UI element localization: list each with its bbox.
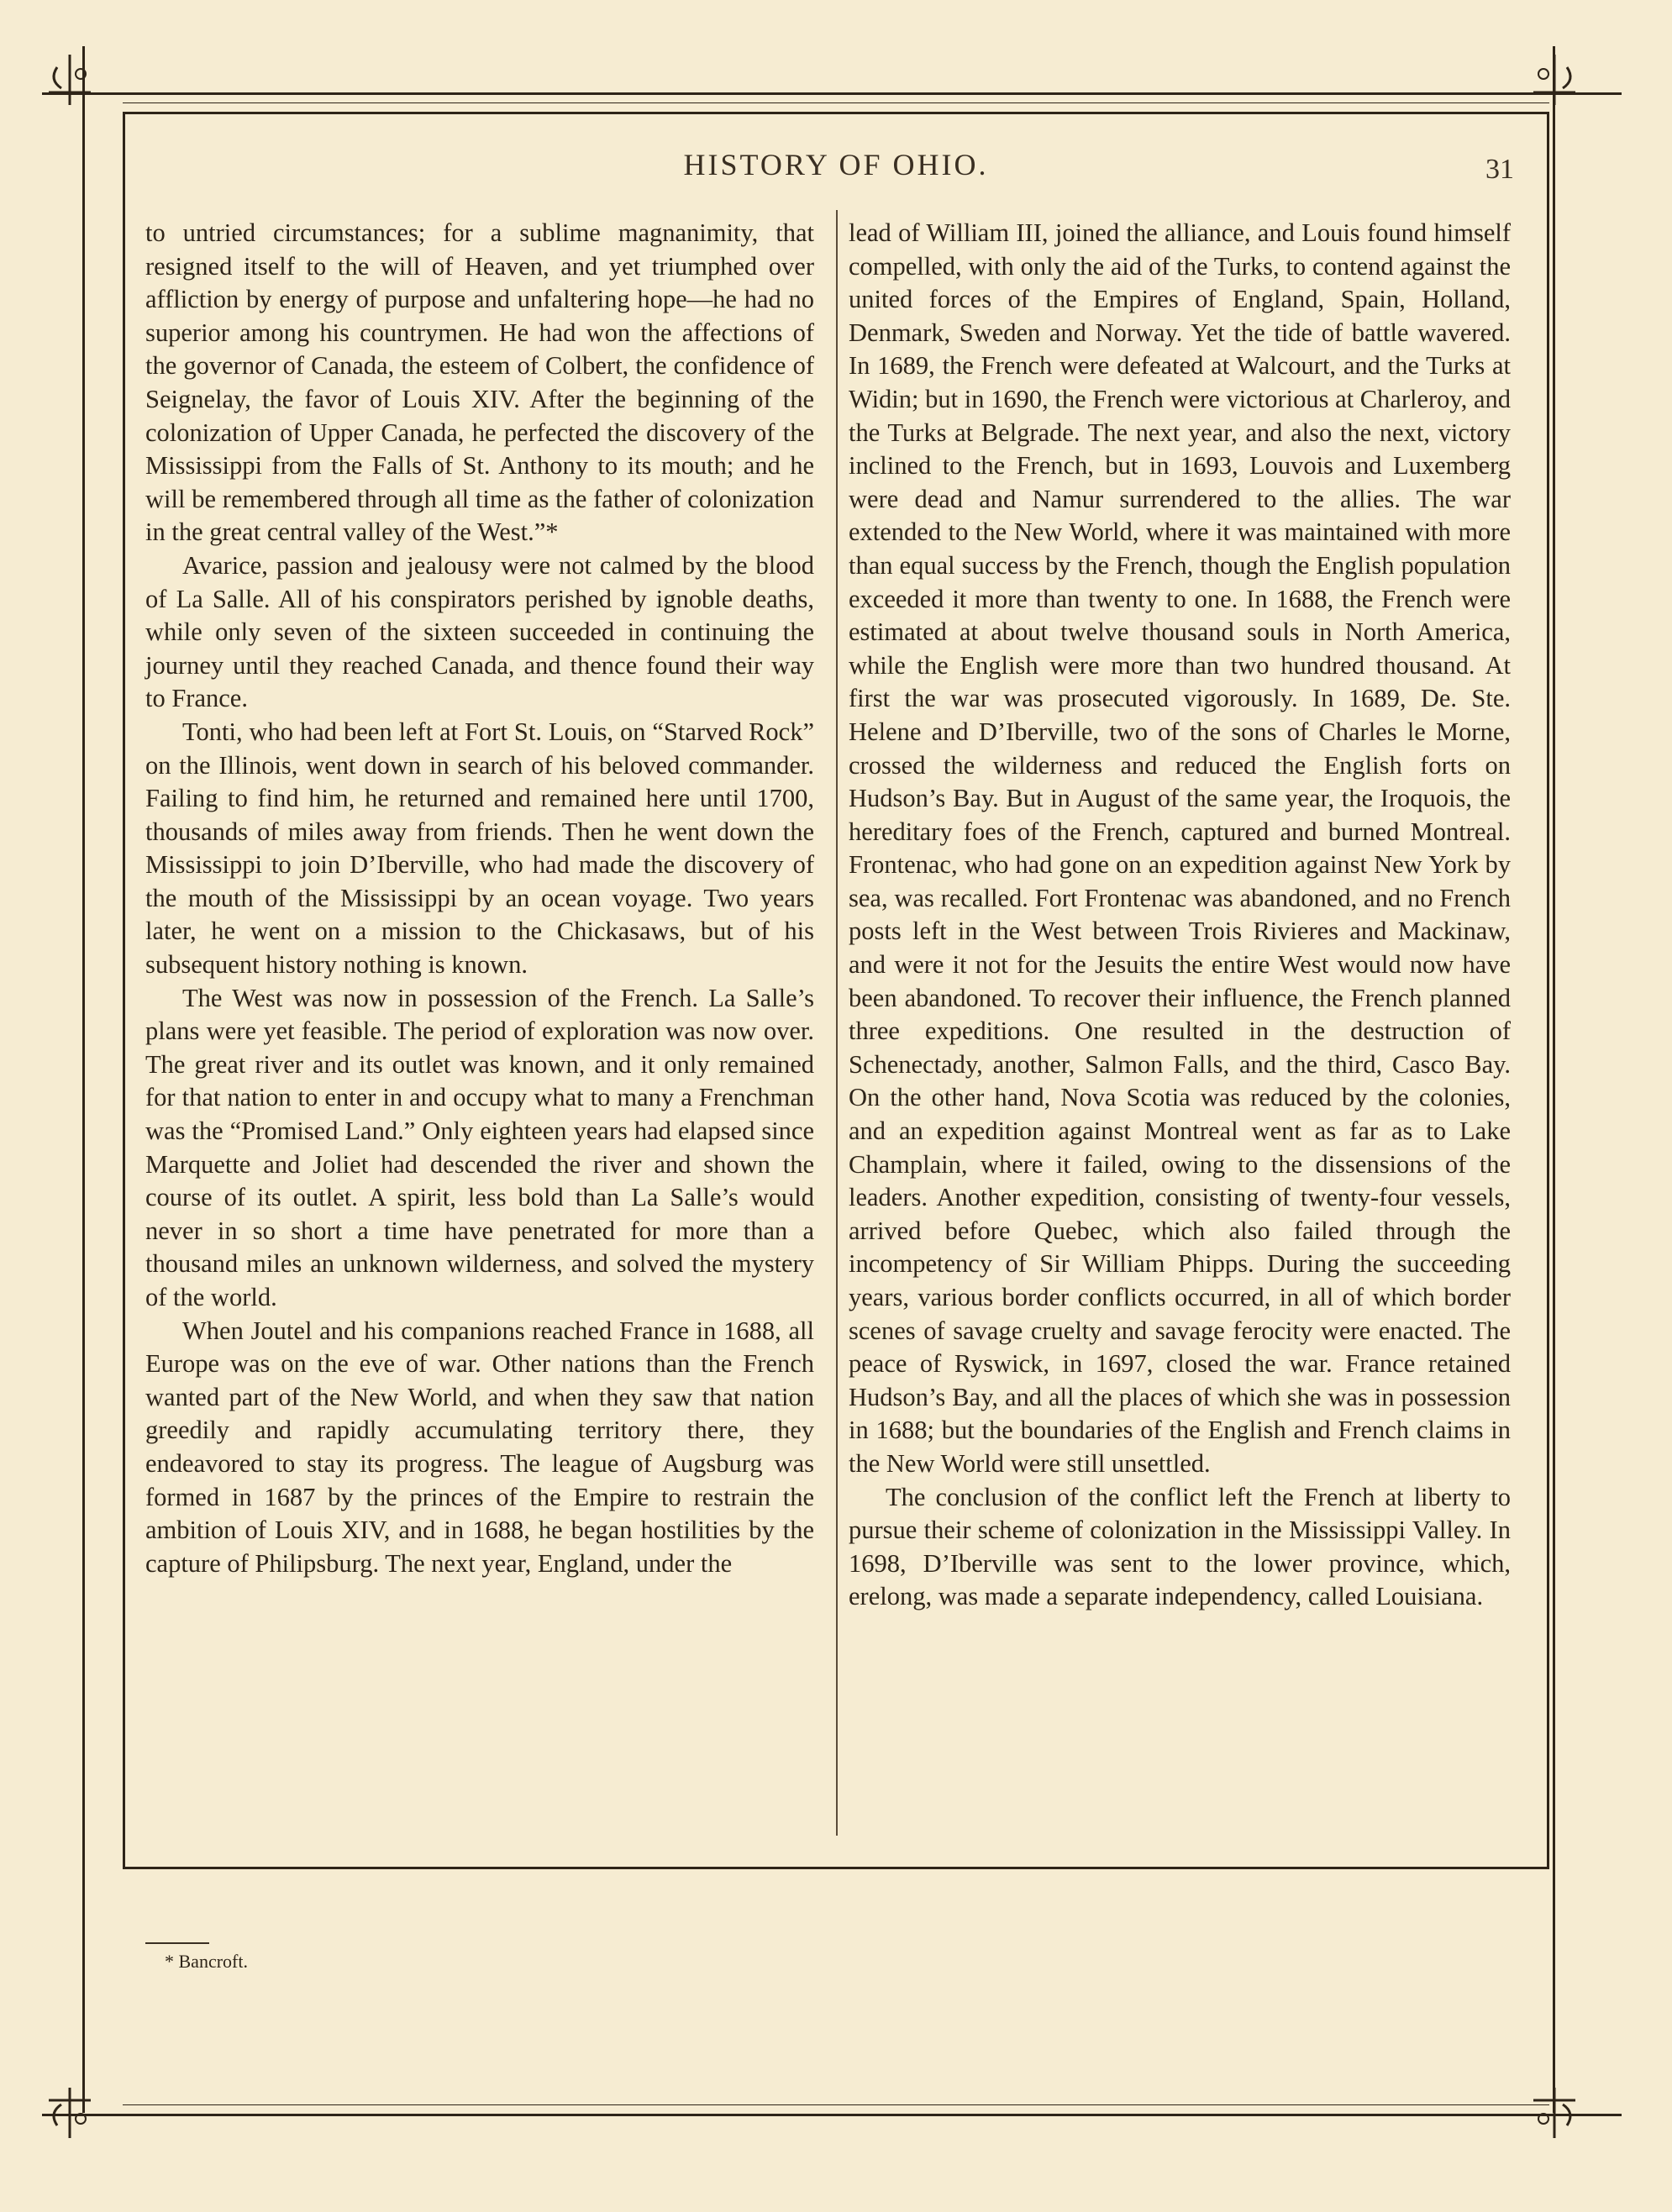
frame-top-inner — [123, 102, 1549, 103]
left-paragraph-2: Avarice, passion and jealousy were not calmed by the blood of La Salle. All of his conspirators perished by ignoble deaths, while only seven of the sixteen succeeded in continuing the journey until they reached Canada, and thence found their way to France. — [145, 550, 814, 713]
frame-left-outer — [82, 46, 85, 2113]
corner-ornament-bottom-left-icon — [40, 2083, 99, 2142]
left-paragraph-5: When Joutel and his companions reached France in 1688, all Europe was on the eve of war. Other nations than the French wanted part of the New World, and when they saw that nation greedily and rapidly accumulating territory there, they endeavored to stay its progress. The league of Augsburg was formed in 1687 by the princes of the Empire to restrain the ambition of Louis XIV, and in 1688, he began hostilities by the capture of Philipsburg. The next year, England, under the — [145, 1316, 814, 1578]
frame-top-outer — [42, 92, 1622, 95]
footnote: * Bancroft. — [165, 1951, 248, 1972]
column-divider — [836, 210, 838, 1836]
page-number: 31 — [1485, 154, 1514, 185]
left-paragraph-3: Tonti, who had been left at Fort St. Louis, on “Starved Rock” on the Illinois, went down in search of his beloved commander. Failing to find him, he returned and remained here until 1700, thousands of miles away from friends. Then he went down the Mississippi to join D’Iberville, who had made the discovery of the mouth of the Mississippi by an ocean voyage. Two years later, he went on a mission to the Chickasaws, but of his subsequent history nothing is known. — [145, 717, 814, 980]
corner-ornament-top-left-icon — [40, 50, 99, 109]
corner-ornament-bottom-right-icon — [1525, 2083, 1584, 2142]
footnote-rule — [145, 1942, 209, 1944]
frame-right-outer — [1553, 46, 1555, 2113]
running-title: HISTORY OF OHIO. — [683, 148, 989, 181]
right-paragraph-1: lead of William III, joined the alliance, and Louis found himself compelled, with only the aid of the Turks, to contend against the united forces of the Empires of England, Spain, Holland, Denmark, Sweden and Norway. Yet the tide of battle wavered. In 1689, the French were defeated at Walcourt, and the Turks at Widin; but in 1690, the French were victorious at Charleroy, and the Turks at Belgrade. The next year, and also the next, victory inclined to the French, but in 1693, Louvois and Luxemberg were dead and Namur surrendered to the allies. The war extended to the New World, where it was maintained with more than equal success by the French, though the English population exceeded it more than twenty to one. In 1688, the French were estimated at about twelve thousand souls in North America, while the English were more than two hundred thousand. At first the war was prosecuted vigorously. In 1689, De. Ste. Helene and D’Iberville, two of the sons of Charles le Morne, crossed the wilderness and reduced the English forts on Hudson’s Bay. But in August of the same year, the Iroquois, the hereditary foes of the French, captured and burned Montreal. Frontenac, who had gone on an expedition against New York by sea, was recalled. Fort Frontenac was abandoned, and no French posts left in the West between Trois Rivieres and Mackinaw, and were it not for the Jesuits the entire West would now have been abandoned. To recover their influence, the French planned three expeditions. One resulted in the destruction of Schenectady, another, Salmon Falls, and the third, Casco Bay. On the other hand, Nova Scotia was reduced by the colonies, and an expedition against Montreal went as far as to Lake Champlain, where it failed, owing to the dissensions of the leaders. Another expedition, consisting of twenty-four vessels, arrived before Quebec, which also failed through the incompetency of Sir William Phipps. During the succeeding years, various border conflicts occurred, in all of which border scenes of savage cruelty and savage ferocity were enacted. The peace of Ryswick, in 1697, closed the war. France retained Hudson’s Bay, and all the places of which she was in possession in 1688; but the boundaries of the English and French claims in the New World were still unsettled. — [849, 218, 1511, 1478]
left-paragraph-4: The West was now in possession of the French. La Salle’s plans were yet feasible. The period of exploration was now over. The great river and its outlet was known, and it only remained for that nation to enter in and occupy what to many a Frenchman was the “Promised Land.” Only eighteen years had elapsed since Marquette and Joliet had descended the river and shown the course of its outlet. A spirit, less bold than La Salle’s would never in so short a time have penetrated for more than a thousand miles an unknown wilderness, and solved the mystery of the world. — [145, 983, 814, 1311]
right-column — [849, 217, 1511, 1614]
left-paragraph-1: to untried circumstances; for a sublime magnanimity, that resigned itself to the will of Heaven, and yet triumphed over affliction by energy of purpose and unfaltering hope—he had no superior among his countrymen. He had won the affections of the governor of Canada, the esteem of Colbert, the confidence of Seignelay, the favor of Louis XIV. After the beginning of the colonization of Upper Canada, he perfected the discovery of the Mississippi from the Falls of St. Anthony to its mouth; and he will be remembered through all time as the father of colonization in the great central valley of the West.”* — [145, 218, 814, 547]
left-column — [145, 217, 814, 1580]
page-header — [123, 147, 1549, 197]
frame-bottom-outer — [42, 2114, 1622, 2116]
right-paragraph-2: The conclusion of the conflict left the French at liberty to pursue their scheme of colonization in the Mississippi Valley. In 1698, D’Iberville was sent to the lower province, which, erelong, was made a separate independency, called Louisiana. — [849, 1482, 1511, 1611]
corner-ornament-top-right-icon — [1525, 50, 1584, 109]
frame-bottom-inner — [123, 2104, 1549, 2105]
